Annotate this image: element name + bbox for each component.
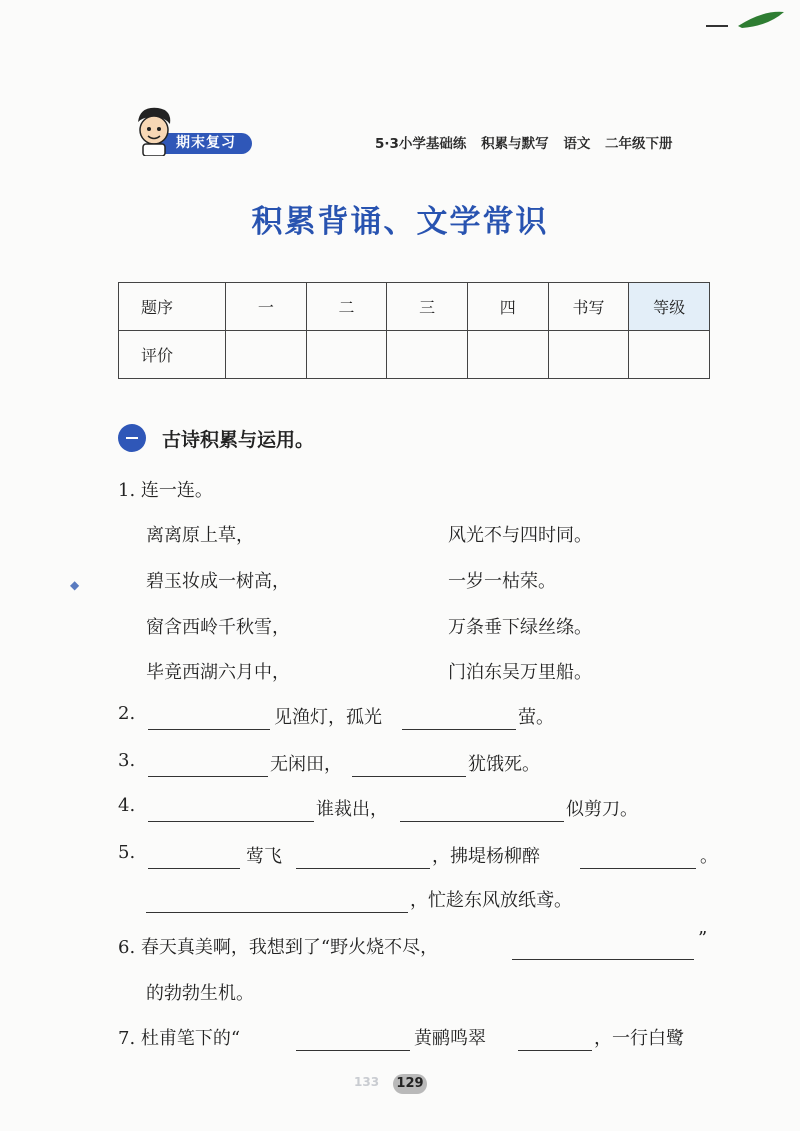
q2-blank-2[interactable] <box>402 729 516 730</box>
q7-text-b: ，一行白鹭 <box>594 1028 684 1049</box>
q1-left-line[interactable]: 碧玉妆成一树高， <box>146 571 290 592</box>
q3-text-a: 无闲田， <box>270 754 342 775</box>
q1-left-line[interactable]: 毕竟西湖六月中， <box>146 662 290 683</box>
q1-label: 1. 连一连。 <box>118 480 213 501</box>
page-title: 积累背诵、文学常识 <box>251 204 549 240</box>
q4-number: 4. <box>118 795 136 816</box>
binding-mark-icon: ◆ <box>70 578 80 592</box>
q2-text-b: 萤。 <box>518 707 554 728</box>
q7-text-a: 黄鹂鸣翠 <box>414 1028 486 1049</box>
table-cell: 一 <box>226 283 307 331</box>
table-cell: 书写 <box>548 283 629 331</box>
grade-name: 二年级下册 <box>605 136 673 152</box>
q4-blank-2[interactable] <box>400 821 564 822</box>
q5-blank-2[interactable] <box>296 868 430 869</box>
table-cell: 三 <box>387 283 468 331</box>
q3-blank-2[interactable] <box>352 776 466 777</box>
q3-text-b: 犹饿死。 <box>468 754 540 775</box>
subject-name: 语文 <box>563 136 591 152</box>
q2-number: 2. <box>118 703 136 724</box>
final-review-badge <box>124 122 252 154</box>
q7-blank-2[interactable] <box>518 1050 592 1051</box>
section-number-icon <box>118 424 146 452</box>
ghost-page-number: 133 <box>354 1075 380 1089</box>
table-row <box>119 331 710 379</box>
score-cell[interactable] <box>548 331 629 379</box>
q6-blank[interactable] <box>512 959 694 960</box>
q1-left-line[interactable]: 离离原上草， <box>146 525 254 546</box>
table-cell: 评价 <box>119 331 226 379</box>
evaluation-table <box>118 282 710 379</box>
q6-text-line1: 6. 春天真美啊，我想到了“野火烧不尽， <box>118 937 439 958</box>
q2-text-a: 见渔灯，孤光 <box>274 707 382 728</box>
q6-quote-end: ” <box>698 928 708 949</box>
q5-blank-4[interactable] <box>146 912 408 913</box>
table-row <box>119 283 710 331</box>
q1-left-line[interactable]: 窗含西岭千秋雪， <box>146 617 290 638</box>
q1-right-line[interactable]: 风光不与四时同。 <box>448 525 592 546</box>
score-cell[interactable] <box>226 331 307 379</box>
q5-blank-3[interactable] <box>580 868 696 869</box>
table-cell: 二 <box>306 283 387 331</box>
table-cell: 四 <box>467 283 548 331</box>
q7-text: 7. 杜甫笔下的“ <box>118 1028 241 1049</box>
section-title: 古诗积累与运用。 <box>162 429 315 451</box>
book-name: 积累与默写 <box>481 136 549 152</box>
q5-text-d: ，忙趁东风放纸鸢。 <box>410 890 572 911</box>
q1-right-line[interactable]: 门泊东吴万里船。 <box>448 662 592 683</box>
score-cell[interactable] <box>467 331 548 379</box>
badge-label: 期末复习 <box>148 133 252 154</box>
q4-blank-1[interactable] <box>148 821 314 822</box>
q5-number: 5. <box>118 842 136 863</box>
series-name: 5·3小学基础练 <box>375 136 467 152</box>
q4-text-a: 谁裁出， <box>316 799 388 820</box>
q5-blank-1[interactable] <box>148 868 240 869</box>
q3-blank-1[interactable] <box>148 776 268 777</box>
table-cell: 等级 <box>629 283 710 331</box>
q4-text-b: 似剪刀。 <box>566 799 638 820</box>
table-cell: 题序 <box>119 283 226 331</box>
q1-right-line[interactable]: 一岁一枯荣。 <box>448 571 556 592</box>
leaf-decoration <box>698 6 788 36</box>
cartoon-boy-icon <box>130 104 176 156</box>
score-cell[interactable] <box>387 331 468 379</box>
q2-blank-1[interactable] <box>148 729 270 730</box>
score-cell[interactable] <box>629 331 710 379</box>
book-info <box>375 132 673 152</box>
q5-text-c: 。 <box>700 846 718 867</box>
q3-number: 3. <box>118 750 136 771</box>
score-cell[interactable] <box>306 331 387 379</box>
q5-text-a: 莺飞 <box>246 846 282 867</box>
q1-right-line[interactable]: 万条垂下绿丝绦。 <box>448 617 592 638</box>
q6-text-line2: 的勃勃生机。 <box>146 983 254 1004</box>
q5-text-b: ，拂堤杨柳醉 <box>432 846 540 867</box>
q7-blank-1[interactable] <box>296 1050 410 1051</box>
page-number: 129 <box>393 1074 427 1094</box>
